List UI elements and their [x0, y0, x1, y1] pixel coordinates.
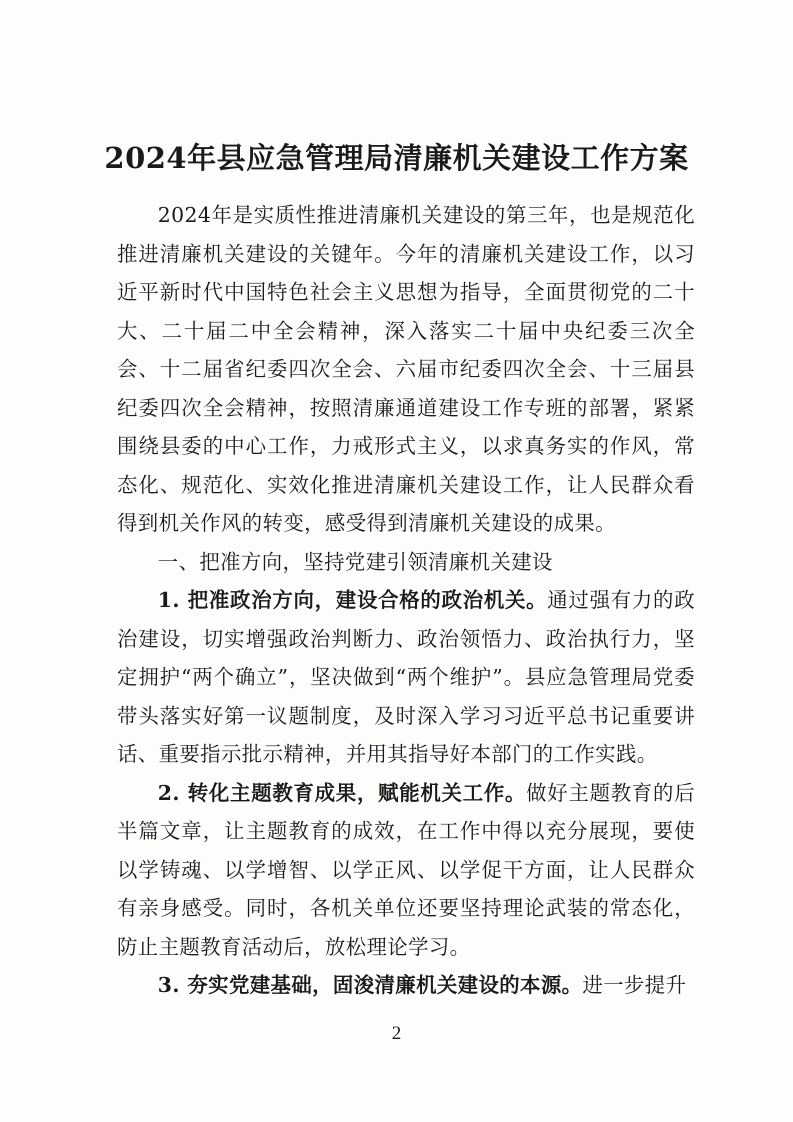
item-heading-3: 3. 夯实党建基础，固浚清廉机关建设的本源。 — [157, 973, 583, 997]
item-text-2: 做好主题教育的后半篇文章，让主题教育的成效，在工作中得以充分展现，要使以学铸魂、以学增智、以学正风、以学促干方面，让人民群众有亲身感受。同时，各机关单位还要坚持理论武装的常态化，防止主题教育活动后，放松理论学习。 — [117, 780, 696, 959]
intro-paragraph: 2024年是实质性推进清廉机关建设的第三年，也是规范化推进清廉机关建设的关键年。今年的清廉机关建设工作，以习近平新时代中国特色社会主义思想为指导，全面贯彻党的二十大、二十届二中全会精神，深入落实二十届中央纪委三次全会、十二届省纪委四次全会、六届市纪委四次全会、十三届县纪委四次全会精神，按照清廉通道建设工作专班的部署，紧紧围绕县委的中心工作，力戒形式主义，以求真务实的作风，常态化、规范化、实效化推进清廉机关建设工作，让人民群众看得到机关作风的转变，感受得到清廉机关建设的成果。 — [117, 203, 695, 535]
item-text-1: 通过强有力的政治建设，切实增强政治判断力、政治领悟力、政治执行力，坚定拥护“两个确立”，坚决做到“两个维护”。县应急管理局党委带头落实好第一议题制度，及时深入学习习近平总书记重要讲话、重要指示批示精神，并用其指导好本部门的工作实践。 — [117, 588, 695, 766]
section-heading-1: 一、把准方向，坚持党建引领清廉机关建设 — [157, 549, 553, 574]
item-heading-2: 2. 转化主题教育成果，赋能机关工作。 — [157, 780, 527, 805]
item-paragraph-1 — [117, 581, 695, 774]
item-heading-1: 1. 把准政治方向，建设合格的政治机关。 — [157, 588, 548, 612]
document-title: 2024年县应急管理局清廉机关建设工作方案 — [104, 141, 689, 175]
document-body — [117, 196, 695, 1005]
page-number: 2 — [391, 1023, 402, 1044]
item-text-3: 进一步提升 — [582, 973, 687, 997]
item-paragraph-3 — [117, 966, 695, 1005]
item-paragraph-2 — [117, 774, 695, 967]
